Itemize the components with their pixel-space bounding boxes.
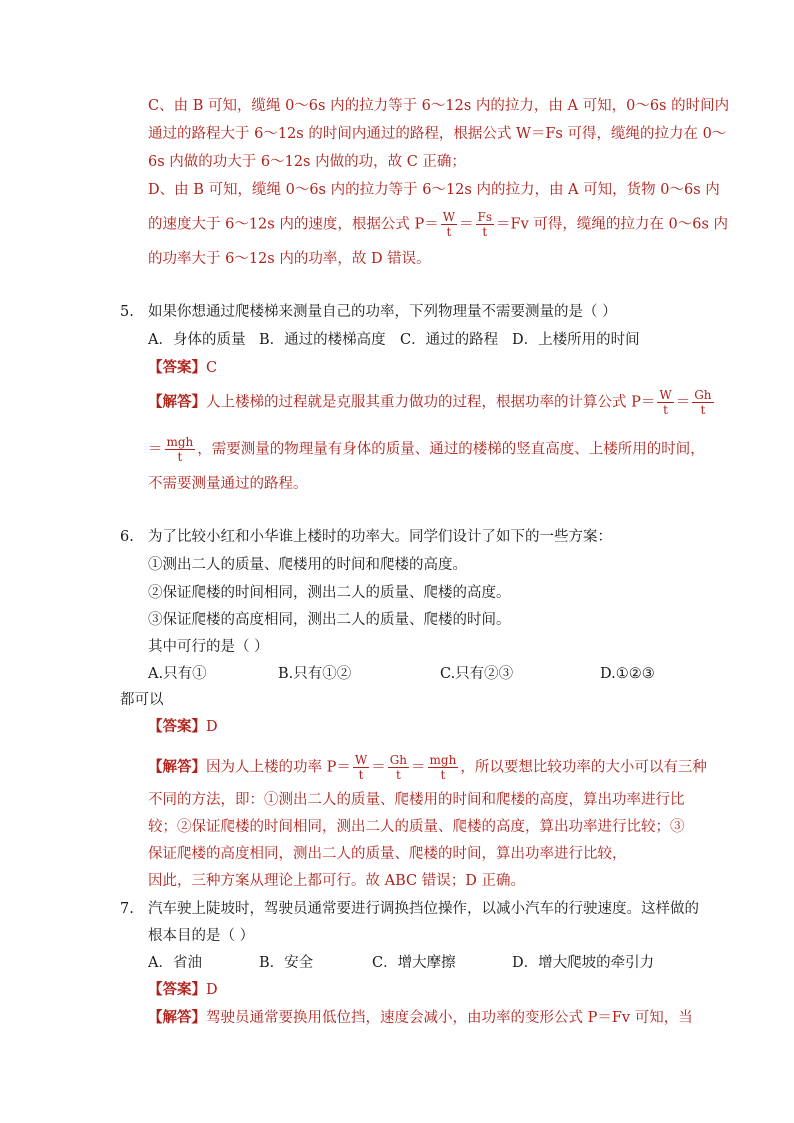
q5-option-a: A．身体的质量 bbox=[148, 332, 246, 348]
q6-explanation-line4: 保证爬楼的高度相同，测出二人的质量、爬楼的时间，算出功率进行比较， bbox=[148, 846, 627, 862]
q6-option-b: B.只有①② bbox=[278, 666, 352, 682]
question-5-number: 5. bbox=[120, 304, 134, 320]
q5-option-d: D．上楼所用的时间 bbox=[512, 332, 640, 348]
question-5-stem: 如果你想通过爬楼梯来测量自己的功率，下列物理量不需要测量的是（ ） bbox=[148, 304, 617, 320]
q7-option-d: D．增大爬坡的牵引力 bbox=[512, 955, 655, 971]
q5-explanation-line1: 【解答】人上楼梯的过程就是克服其重力做功的过程，根据功率的计算公式 P＝ $\frac{W}{t}$ ＝ $\frac{Gh}{t}$ bbox=[148, 388, 712, 417]
answer-value: C bbox=[206, 360, 218, 376]
q6-scheme-3: ③保证爬楼的高度相同，测出二人的质量、爬楼的时间。 bbox=[148, 612, 511, 628]
q6-answer bbox=[148, 717, 218, 737]
q6-ask: 其中可行的是（ ） bbox=[148, 639, 269, 655]
q5-option-c: C．通过的路程 bbox=[400, 332, 499, 348]
q5-answer bbox=[148, 358, 217, 378]
answer-tag: 【答案】 bbox=[148, 359, 206, 376]
answer-value: D bbox=[206, 719, 218, 735]
q5-explanation-line2: ＝ $\frac{\text{mgh}}{t}$ ，需要测量的物理量有身体的质量、通过的楼梯的竖直高度、上楼所用的时间， bbox=[148, 435, 705, 464]
q4-option-d-line1: D、由 B 可知，缆绳 0～6s 内的拉力等于 6～12s 内的拉力，由 A 可知，货物 0～6s 内 bbox=[148, 182, 720, 198]
q7-option-b: B．安全 bbox=[259, 955, 314, 971]
question-6-stem: 为了比较小红和小华谁上楼时的功率大。同学们设计了如下的一些方案： bbox=[148, 529, 612, 545]
q6-option-d: D.①②③ bbox=[600, 666, 655, 682]
q6-option-c: C.只有②③ bbox=[440, 666, 514, 682]
q4-option-c-line1: C、由 B 可知，缆绳 0～6s 内的拉力等于 6～12s 内的拉力，由 A 可知，0～6s 的时间内 bbox=[148, 98, 730, 114]
q7-option-c: C．增大摩擦 bbox=[372, 955, 456, 971]
q4-option-c-line2: 通过的路程大于 6～12s 的时间内通过的路程，根据公式 W＝Fs 可得，缆绳的拉力在 0～ bbox=[148, 126, 727, 142]
q5-option-b: B．通过的楼梯高度 bbox=[259, 332, 386, 348]
question-7-number: 7. bbox=[120, 901, 134, 917]
fraction-gh-over-t: $\frac{Gh}{t}$ bbox=[389, 753, 408, 782]
explanation-tag: 【解答】 bbox=[148, 393, 206, 411]
fraction-w-over-t: $\frac{W}{t}$ bbox=[354, 753, 368, 782]
q4-d-text-b: ＝Fv 可得，缆绳的拉力在 0～6s 内 bbox=[496, 216, 729, 233]
q7-option-a: A．省油 bbox=[148, 955, 202, 971]
q6-explanation-line5: 因此，三种方案从理论上都可行。故 ABC 错误；D 正确。 bbox=[148, 873, 525, 889]
fraction-w-over-t: $\frac{W}{t}$ bbox=[442, 210, 456, 239]
fraction-w-over-t: $\frac{W}{t}$ bbox=[659, 388, 672, 417]
explanation-tag: 【解答】 bbox=[148, 758, 206, 776]
question-6-number: 6. bbox=[120, 529, 134, 545]
q7-explanation-line1: 【解答】驾驶员通常要换用低位挡，速度会减小，由功率的变形公式 P＝Fv 可知，当 bbox=[148, 1009, 693, 1026]
fraction-mgh-over-t: $\frac{\text{mgh}}{t}$ bbox=[166, 435, 194, 464]
q4-option-d-line2: 的速度大于 6～12s 内的速度，根据公式 P＝ $\frac{W}{t}$ ＝ $\frac{Fs}{t}$ ＝Fv 可得，缆绳的拉力在 0～6s 内 bbox=[148, 210, 729, 239]
q4-d-text-a: 的速度大于 6～12s 内的速度，根据公式 P＝ bbox=[148, 216, 439, 233]
fraction-gh-over-t: $\frac{Gh}{t}$ bbox=[694, 388, 712, 417]
q6-explanation-line1: 【解答】因为人上楼的功率 P＝ $\frac{W}{t}$ ＝ $\frac{Gh}{t}$ ＝ $\frac{\text{mgh}}{t}$ ，所以要想比较功率的大小可以有三种 bbox=[148, 753, 707, 782]
fraction-fs-over-t: $\frac{Fs}{t}$ bbox=[477, 210, 493, 239]
answer-tag: 【答案】 bbox=[148, 718, 206, 735]
question-7-stem-line2: 根本目的是（ ） bbox=[148, 928, 255, 944]
q4-option-d-line3: 的功率大于 6～12s 内的功率，故 D 错误。 bbox=[148, 251, 431, 267]
q6-explanation-line3: 较；②保证爬楼的时间相同，测出二人的质量、爬楼的高度，算出功率进行比较；③ bbox=[148, 819, 685, 835]
q6-scheme-2: ②保证爬楼的时间相同，测出二人的质量、爬楼的高度。 bbox=[148, 585, 511, 601]
q7-answer bbox=[148, 980, 218, 1000]
explanation-tag: 【解答】 bbox=[148, 1009, 206, 1026]
q4-option-c-line3: 6s 内做的功大于 6～12s 内做的功，故 C 正确； bbox=[148, 154, 466, 170]
q6-option-a: A.只有① bbox=[148, 666, 207, 682]
q6-explanation-line2: 不同的方法，即：①测出二人的质量、爬楼用的时间和爬楼的高度，算出功率进行比 bbox=[148, 792, 685, 808]
question-7-stem-line1: 汽车驶上陡坡时，驾驶员通常要进行调换挡位操作，以减小汽车的行驶速度。这样做的 bbox=[148, 901, 699, 917]
q6-option-d-continuation: 都可以 bbox=[120, 692, 164, 708]
q6-scheme-1: ①测出二人的质量、爬楼用的时间和爬楼的高度。 bbox=[148, 557, 467, 573]
q5-explanation-line3: 不需要测量通过的路程。 bbox=[148, 476, 308, 492]
answer-value: D bbox=[206, 982, 218, 998]
fraction-mgh-over-t: $\frac{\text{mgh}}{t}$ bbox=[429, 753, 457, 782]
answer-tag: 【答案】 bbox=[148, 981, 206, 998]
